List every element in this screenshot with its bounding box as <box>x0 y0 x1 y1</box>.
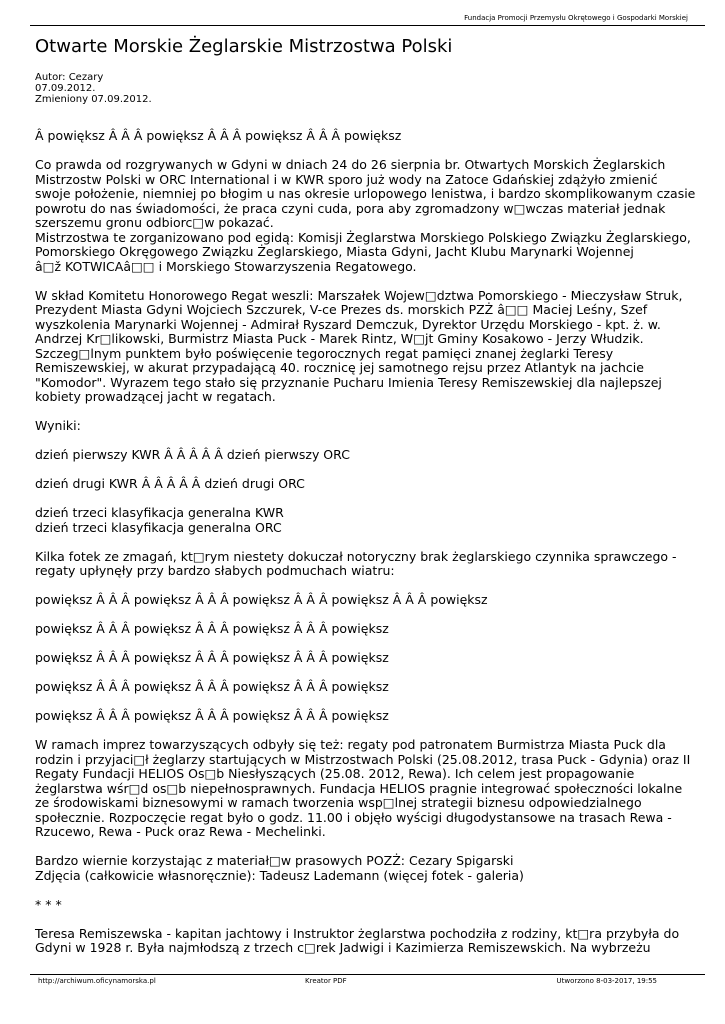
article-meta <box>35 72 695 105</box>
paragraph-line: * * * <box>35 896 62 912</box>
paragraph-line: Bardzo wiernie korzystając z materiał□w prasowych POZŻ: Cezary Spigarski <box>35 853 514 868</box>
article-date: 07.09.2012. <box>35 83 96 94</box>
paragraph-line: swoje położenie, niemniej po błogim u nas okresie urlopowego lenistwa, i bardzo skomplikowanym czasie <box>35 186 696 201</box>
paragraph <box>35 622 695 637</box>
paragraph-line: ze środowiskami biznesowymi w ramach tworzenia wsp□lnej strategii biznesu odpowiedzialnego <box>35 795 642 810</box>
paragraph-line: powiększ Â Â Â powiększ Â Â Â powiększ Â Â Â powiększ Â Â Â powiększ <box>35 592 488 607</box>
paragraph-line: Regaty Fundacji HELIOS Os□b Niesłyszących (25.08. 2012, Rewa). Ich celem jest propagowanie <box>35 766 635 781</box>
paragraph-line: kobiety prowadzącej jacht w regatach. <box>35 389 276 404</box>
paragraph-line: rodzin i przyjaci□ł żeglarzy startujących w Mistrzostwach Polski (25.08.2012, trasa Puck - Gdynia) oraz II <box>35 751 691 767</box>
header-organization: Fundacja Promocji Przemysłu Okrętowego i Gospodarki Morskiej <box>464 14 688 22</box>
paragraph-line: â□ž KOTWICAâ□□ i Morskiego Stowarzyszenia Regatowego. <box>35 258 417 274</box>
paragraph-line: Co prawda od rozgrywanych w Gdyni w dniach 24 do 26 sierpnia br. Otwartych Morskich Żeglarskich <box>35 157 666 172</box>
paragraph-line: Prezydent Miasta Gdyni Wojciech Szczurek, V-ce Prezes ds. morskich PZŻ â□□ Maciej Leśny, Szef <box>35 302 648 317</box>
paragraph <box>35 927 695 956</box>
header-rule <box>30 25 705 26</box>
paragraph-line: Mistrzostw Polski w ORC International i w KWR sporo już wody na Zatoce Gdańskiej zdążyło zmienić <box>35 171 658 187</box>
article-title: Otwarte Morskie Żeglarskie Mistrzostwa Polski <box>35 36 453 57</box>
footer-url: http://archiwum.oficynamorska.pl <box>38 977 156 985</box>
paragraph-line: Mistrzostwa te zorganizowano pod egidą: Komisji Żeglarstwa Morskiego Polskiego Związku Żeglarskiego, <box>35 229 691 245</box>
paragraph-line: Kilka fotek ze zmagań, kt□rym niestety dokuczał notoryczny brak żeglarskiego czynnika sprawczego - <box>35 548 677 564</box>
footer-generator: Kreator PDF <box>305 977 347 985</box>
paragraph-line: Andrzej Kr□likowski, Burmistrz Miasta Puck - Marek Rintz, W□jt Gminy Kosakowo - Jerzy Włudzik. <box>35 331 644 346</box>
paragraph <box>35 506 695 535</box>
paragraph-line: Rzucewo, Rewa - Puck oraz Rewa - Mechelinki. <box>35 824 326 839</box>
paragraph <box>35 593 695 608</box>
paragraph-line: szerszemu gronu odbiorc□w pokazać. <box>35 215 274 230</box>
paragraph <box>35 680 695 695</box>
paragraph-line: Pomorskiego Okręgowego Związku Żeglarskiego, Miasta Gdyni, Jacht Klubu Marynarki Wojennej <box>35 244 634 259</box>
footer-rule <box>30 974 705 975</box>
footer-created: Utworzono 8-03-2017, 19:55 <box>556 977 657 985</box>
paragraph-line: dzień trzeci klasyfikacja generalna KWR <box>35 505 284 520</box>
paragraph-line: "Komodor". Wyrazem tego stało się przyznanie Pucharu Imienia Teresy Remiszewskiej dla najlepszej <box>35 374 662 390</box>
paragraph-line: wyszkolenia Marynarki Wojennej - Admirał Ryszard Demczuk, Dyrektor Urzędu Morskiego - kpt. ż. w. <box>35 316 661 332</box>
paragraph-line: Wyniki: <box>35 418 81 433</box>
paragraph <box>35 448 695 463</box>
paragraph-line: Teresa Remiszewska - kapitan jachtowy i Instruktor żeglarstwa pochodziła z rodziny, kt□ra przybyła do <box>35 925 680 941</box>
paragraph-line: dzień pierwszy KWR Â Â Â Â Â dzień pierwszy ORC <box>35 447 350 462</box>
paragraph-line: powiększ Â Â Â powiększ Â Â Â powiększ Â Â Â powiększ <box>35 679 389 694</box>
paragraph-line: Gdyni w 1928 r. Była najmłodszą z trzech c□rek Jadwigi i Kazimierza Remiszewskich. Na wybrzeżu <box>35 940 651 955</box>
paragraph <box>35 709 695 724</box>
paragraph <box>35 898 695 913</box>
paragraph <box>35 289 695 405</box>
paragraph-line: regaty upłynęły przy bardzo słabych podmuchach wiatru: <box>35 563 395 578</box>
paragraph-line: powiększ Â Â Â powiększ Â Â Â powiększ Â Â Â powiększ <box>35 650 389 665</box>
paragraph <box>35 738 695 840</box>
article-modified: Zmieniony 07.09.2012. <box>35 94 152 105</box>
paragraph-line: W skład Komitetu Honorowego Regat weszli: Marszałek Wojew□dztwa Pomorskiego - Mieczysław Struk, <box>35 287 683 303</box>
paragraph-line: Zdjęcia (całkowicie własnoręcznie): Tadeusz Lademann (więcej fotek - galeria) <box>35 867 524 883</box>
paragraph-line: dzień trzeci klasyfikacja generalna ORC <box>35 519 282 535</box>
paragraph <box>35 550 695 579</box>
paragraph-line: W ramach imprez towarzyszących odbyły się też: regaty pod patronatem Burmistrza Miasta Puck dla <box>35 737 666 752</box>
paragraph-line: Remiszewskiej, w akurat przypadającą 40. rocznicę jej samotnego rejsu przez Atlantyk na jachcie <box>35 360 644 375</box>
paragraph <box>35 854 695 883</box>
paragraph <box>35 129 695 144</box>
paragraph-line: powiększ Â Â Â powiększ Â Â Â powiększ Â Â Â powiększ <box>35 708 389 723</box>
paragraph-line: powiększ Â Â Â powiększ Â Â Â powiększ Â Â Â powiększ <box>35 621 389 636</box>
paragraph <box>35 158 695 274</box>
article <box>35 36 695 970</box>
article-body <box>35 129 695 956</box>
paragraph <box>35 419 695 434</box>
paragraph-line: Â powiększ Â Â Â powiększ Â Â Â powiększ Â Â Â powiększ <box>35 128 402 143</box>
article-author: Autor: Cezary <box>35 72 104 83</box>
paragraph-line: żeglarstwa wśr□d os□b niepełnosprawnych. Fundacja HELIOS pragnie integrować społeczności lokalne <box>35 780 683 796</box>
paragraph <box>35 477 695 492</box>
paragraph-line: dzień drugi KWR Â Â Â Â Â dzień drugi ORC <box>35 476 305 491</box>
paragraph-line: społecznie. Rozpoczęcie regat było o godz. 11.00 i objęło wyścigi długodystansowe na trasach Rewa - <box>35 809 672 825</box>
paragraph-line: powrotu do nas świadomości, że praca czyni cuda, pora aby zgromadzony w□wczas materiał jednak <box>35 200 666 216</box>
paragraph-line: Szczeg□lnym punktem było poświęcenie tegorocznych regat pamięci znanej żeglarki Teresy <box>35 345 614 361</box>
paragraph <box>35 651 695 666</box>
